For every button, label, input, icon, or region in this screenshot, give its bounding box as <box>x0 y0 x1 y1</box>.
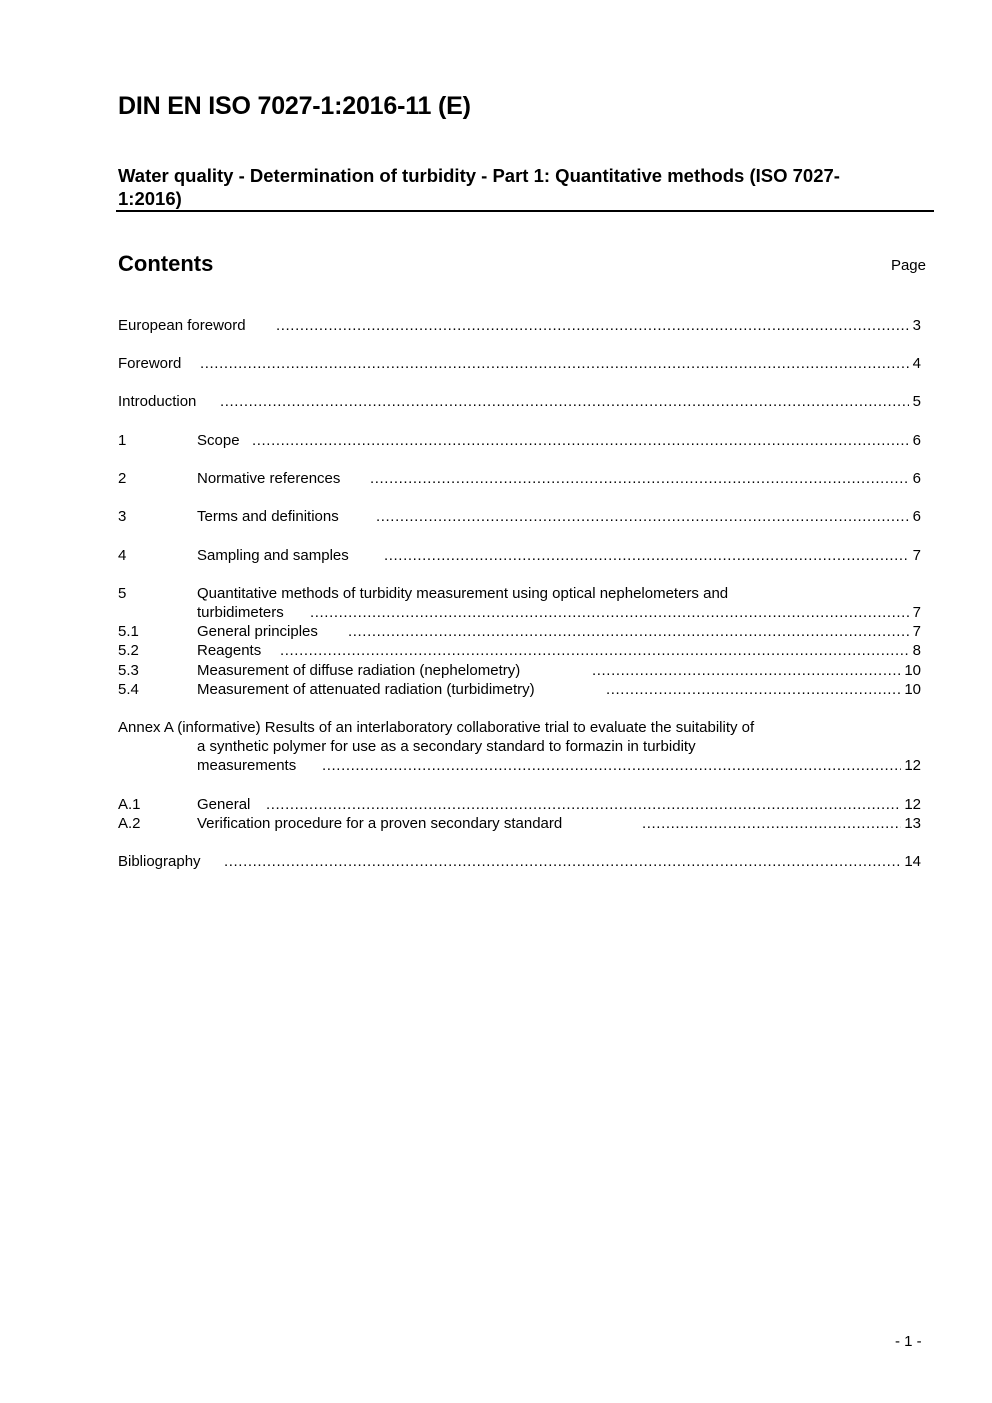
subtitle-line-2: 1:2016) <box>118 188 182 209</box>
toc-entry-text: Measurement of diffuse radiation (nephelometry) <box>197 662 521 679</box>
toc-entry-page: 10 <box>904 662 921 679</box>
toc-entry-page: 14 <box>904 853 921 870</box>
toc-entry-page: 8 <box>912 642 921 659</box>
page-column-label: Page <box>890 257 926 274</box>
dot-leader <box>220 392 909 411</box>
toc-entry-text: Measurement of attenuated radiation (turbidimetry) <box>197 681 535 698</box>
toc-entry-number: 4 <box>118 547 127 564</box>
toc-entry-page: 7 <box>912 623 921 640</box>
toc-entry-page: 13 <box>904 815 921 832</box>
toc-entry-page: 6 <box>912 432 921 449</box>
toc-entry-page: 6 <box>912 470 921 487</box>
dot-leader <box>224 852 901 871</box>
toc-entry-reagents[interactable] <box>118 641 921 660</box>
toc-entry-text: General <box>197 796 251 813</box>
toc-entry-number: 5.4 <box>118 681 139 698</box>
toc-entry-text: measurements <box>197 757 297 774</box>
dot-leader <box>266 795 901 814</box>
dot-leader <box>310 603 909 622</box>
toc-entry-scope[interactable] <box>118 431 921 450</box>
toc-entry-number: 5.1 <box>118 623 139 640</box>
toc-entry-text: Verification procedure for a proven secondary standard <box>197 815 563 832</box>
toc-entry-number: 5 <box>118 585 127 602</box>
toc-entry-page: 12 <box>904 757 921 774</box>
dot-leader <box>200 354 909 373</box>
toc-entry-text: Foreword <box>118 355 182 372</box>
toc-entry-page: 10 <box>904 681 921 698</box>
toc-entry-annex-a-line-1[interactable] <box>118 718 921 737</box>
toc-entry-page: 3 <box>912 317 921 334</box>
toc-entry-annex-general[interactable] <box>118 795 921 814</box>
document-subtitle <box>118 164 918 210</box>
toc-entry-annex-a[interactable] <box>118 756 921 775</box>
toc-entry-text: Terms and definitions <box>197 508 339 525</box>
toc-entry-text: Bibliography <box>118 853 201 870</box>
toc-entry-number: 5.2 <box>118 642 139 659</box>
toc-entry-terms-and-definitions[interactable] <box>118 507 921 526</box>
toc-entry-number: A.1 <box>118 796 141 813</box>
toc-entry-text: Normative references <box>197 470 341 487</box>
toc-entry-number: 3 <box>118 508 127 525</box>
toc-entry-bibliography[interactable] <box>118 852 921 871</box>
dot-leader <box>280 641 909 660</box>
toc-entry-text-line-1: Annex A (informative) Results of an interlaboratory collaborative trial to evaluate the suitability of <box>118 719 755 736</box>
document-title: DIN EN ISO 7027-1:2016-11 (E) <box>118 92 471 120</box>
toc-entry-diffuse-radiation[interactable] <box>118 661 921 680</box>
dot-leader <box>376 507 909 526</box>
toc-entry-introduction[interactable] <box>118 392 921 411</box>
toc-entry-text: European foreword <box>118 317 246 334</box>
toc-entry-text-line-1: Quantitative methods of turbidity measurement using optical nephelometers and <box>197 585 729 602</box>
toc-entry-number: 5.3 <box>118 662 139 679</box>
contents-heading: Contents <box>118 251 214 276</box>
toc-entry-page: 7 <box>912 604 921 621</box>
toc-entry-quantitative-methods[interactable] <box>118 603 921 622</box>
toc-entry-text-line-2: a synthetic polymer for use as a secondary standard to formazin in turbidity <box>197 738 696 755</box>
subtitle-line-1: Water quality - Determination of turbidity - Part 1: Quantitative methods (ISO 7027- <box>118 165 840 186</box>
dot-leader <box>592 661 901 680</box>
toc-entry-page: 7 <box>912 547 921 564</box>
toc-entry-normative-references[interactable] <box>118 469 921 488</box>
toc-entry-number: A.2 <box>118 815 141 832</box>
dot-leader <box>252 431 909 450</box>
footer-page-number: - 1 - <box>895 1333 922 1350</box>
title-divider <box>116 210 934 212</box>
dot-leader <box>276 316 909 335</box>
toc-entry-foreword[interactable] <box>118 354 921 373</box>
dot-leader <box>370 469 909 488</box>
dot-leader <box>322 756 901 775</box>
toc-entry-text: General principles <box>197 623 318 640</box>
dot-leader <box>606 680 901 699</box>
toc-entry-text: Sampling and samples <box>197 547 349 564</box>
dot-leader <box>384 546 909 565</box>
dot-leader <box>348 622 909 641</box>
toc-entry-text: Reagents <box>197 642 262 659</box>
toc-entry-page: 12 <box>904 796 921 813</box>
toc-entry-annex-a-line-2[interactable] <box>118 737 921 756</box>
toc-entry-page: 4 <box>912 355 921 372</box>
toc-entry-quantitative-methods-line-1[interactable] <box>118 584 921 603</box>
toc-entry-page: 6 <box>912 508 921 525</box>
toc-entry-page: 5 <box>912 393 921 410</box>
toc-entry-number: 1 <box>118 432 127 449</box>
toc-entry-attenuated-radiation[interactable] <box>118 680 921 699</box>
toc-entry-general-principles[interactable] <box>118 622 921 641</box>
toc-entry-text: Introduction <box>118 393 197 410</box>
toc-entry-number: 2 <box>118 470 127 487</box>
toc-entry-verification-procedure[interactable] <box>118 814 921 833</box>
toc-entry-text: turbidimeters <box>197 604 284 621</box>
toc-entry-sampling-and-samples[interactable] <box>118 546 921 565</box>
toc-entry-european-foreword[interactable] <box>118 316 921 335</box>
toc-entry-text: Scope <box>197 432 240 449</box>
dot-leader <box>642 814 901 833</box>
